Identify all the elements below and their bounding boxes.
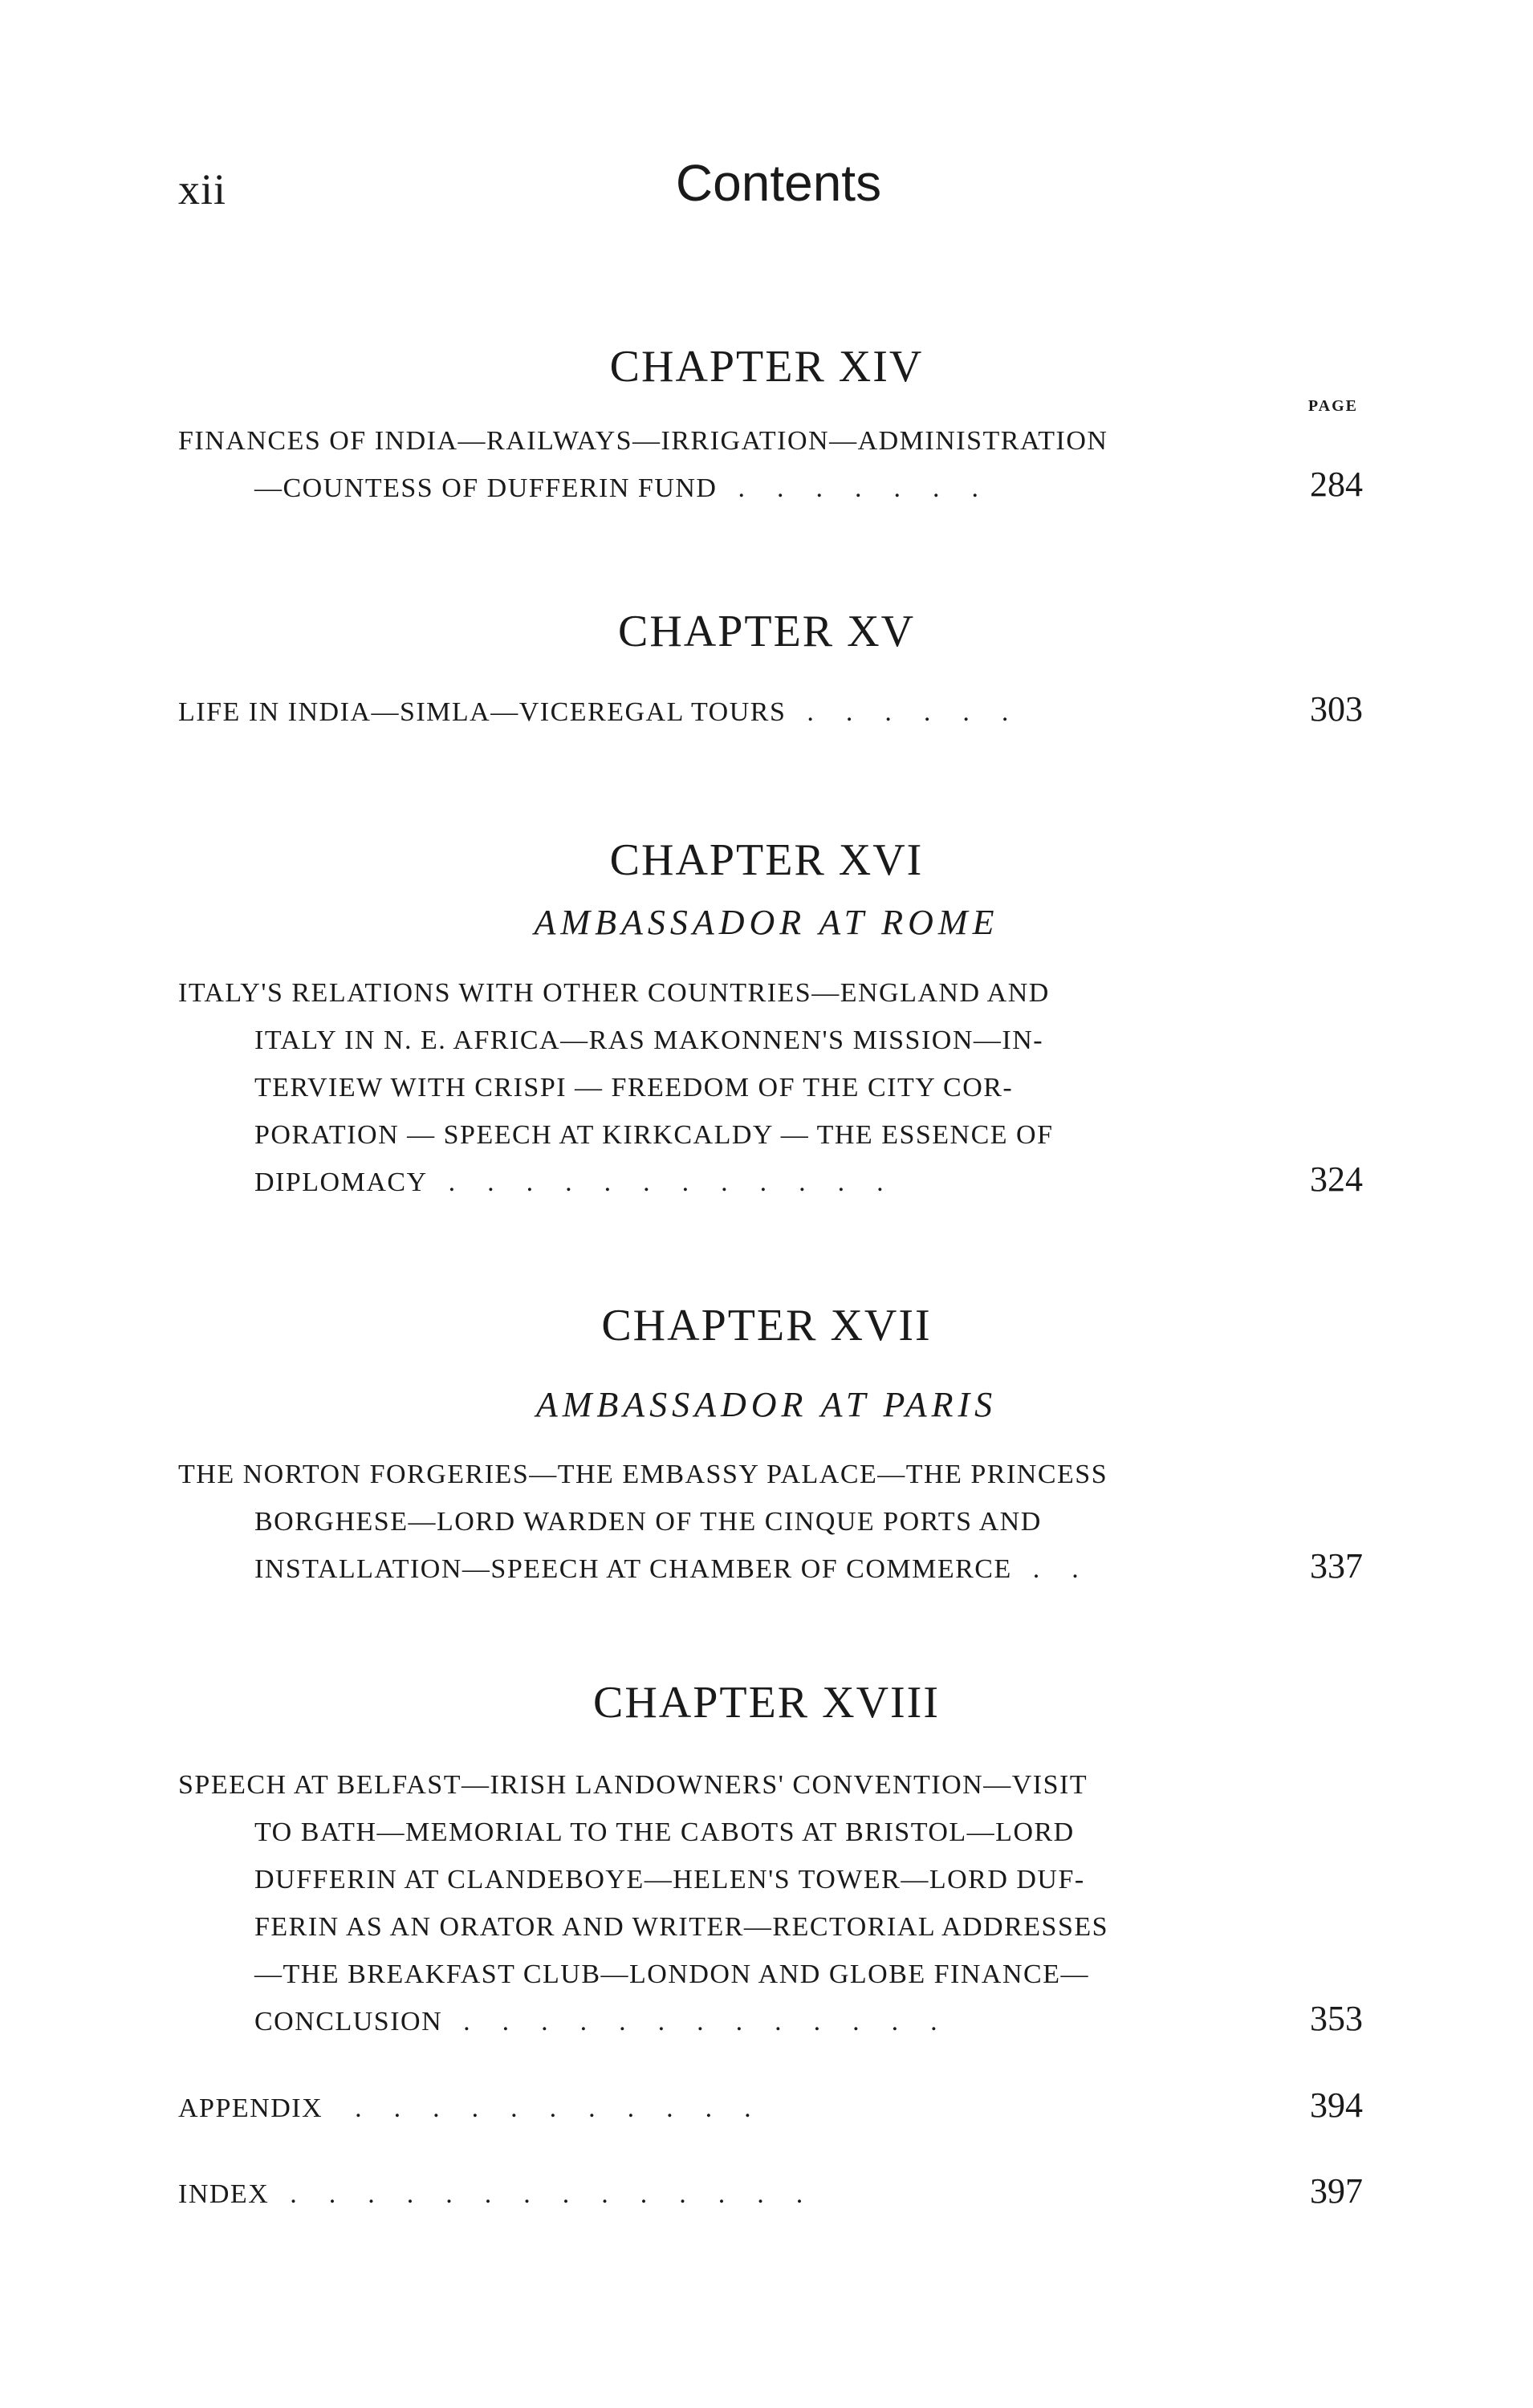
entry-line: THE NORTON FORGERIES—THE EMBASSY PALACE—THE PRINCESS: [178, 1460, 1108, 1489]
leader-dots: ......: [807, 697, 1041, 727]
entry-line: TERVIEW WITH CRISPI — FREEDOM OF THE CITY COR-: [254, 1073, 1014, 1102]
toc-entry-appendix[interactable]: [178, 2085, 1363, 2132]
toc-entry-index[interactable]: [178, 2170, 1363, 2218]
entry-line: DUFFERIN AT CLANDEBOYE—HELEN'S TOWER—LORD DUF-: [254, 1865, 1085, 1894]
running-head: [0, 154, 1533, 229]
toc-entry-chapter-xviii[interactable]: [178, 1761, 1363, 2045]
toc-entry-chapter-xvi[interactable]: [178, 969, 1363, 1206]
chapter-subtitle-xvi: AMBASSADOR AT ROME: [534, 903, 999, 942]
chapter-heading-xv: CHAPTER XV: [617, 607, 916, 656]
chapter-heading-xviii: CHAPTER XVIII: [593, 1678, 940, 1728]
chapter-heading-xvii: CHAPTER XVII: [601, 1301, 932, 1350]
entry-line-last: APPENDIX ...........: [178, 2085, 1278, 2132]
toc-entry-chapter-xvii[interactable]: [178, 1451, 1363, 1593]
page-number: 284: [1310, 465, 1363, 504]
leader-dots: .......: [738, 473, 1010, 503]
entry-line-last: DIPLOMACY ............: [178, 1159, 1278, 1206]
page-folio: xii: [178, 165, 227, 213]
leader-dots: ............: [448, 1167, 916, 1197]
entry-line: PORATION — SPEECH AT KIRKCALDY — THE ESSENCE OF: [254, 1120, 1054, 1150]
entry-line-last: LIFE IN INDIA—SIMLA—VICEREGAL TOURS ......: [178, 688, 1278, 736]
toc-entry-chapter-xv[interactable]: [178, 688, 1363, 736]
entry-line: ITALY IN N. E. AFRICA—RAS MAKONNEN'S MISSION—IN-: [254, 1025, 1044, 1055]
leader-dots: ..............: [290, 2179, 836, 2209]
entry-line: ITALY'S RELATIONS WITH OTHER COUNTRIES—ENGLAND AND: [178, 978, 1050, 1008]
entry-line-last: —COUNTESS OF DUFFERIN FUND .......: [178, 465, 1278, 512]
page-number: 353: [1310, 1999, 1363, 2038]
page-number: 394: [1310, 2085, 1363, 2125]
page-column-label: PAGE: [1307, 397, 1358, 415]
entry-line: TO BATH—MEMORIAL TO THE CABOTS AT BRISTOL—LORD: [254, 1817, 1075, 1847]
page-number: 397: [1310, 2171, 1363, 2211]
entry-line: SPEECH AT BELFAST—IRISH LANDOWNERS' CONVENTION—VISIT: [178, 1770, 1088, 1800]
toc-entry-chapter-xiv[interactable]: [178, 417, 1363, 512]
entry-line: BORGHESE—LORD WARDEN OF THE CINQUE PORTS AND: [254, 1507, 1042, 1537]
chapter-heading-xvi: CHAPTER XVI: [609, 835, 924, 885]
leader-dots: .............: [463, 2007, 970, 2036]
entry-line-last: INSTALLATION—SPEECH AT CHAMBER OF COMMERCE ..: [178, 1545, 1278, 1593]
entry-line-last: CONCLUSION .............: [178, 1998, 1278, 2045]
chapter-heading-xiv: CHAPTER XIV: [609, 342, 924, 392]
page-number: 303: [1310, 689, 1363, 729]
chapter-subtitle-xvii: AMBASSADOR AT PARIS: [535, 1385, 998, 1424]
leader-dots: ...........: [355, 2093, 783, 2123]
entry-line: FERIN AS AN ORATOR AND WRITER—RECTORIAL ADDRESSES: [254, 1912, 1109, 1942]
entry-line-last: INDEX ..............: [178, 2170, 1278, 2218]
page-number: 324: [1310, 1159, 1363, 1199]
entry-line: FINANCES OF INDIA—RAILWAYS—IRRIGATION—ADMINISTRATION: [178, 426, 1108, 456]
page-number: 337: [1310, 1546, 1363, 1586]
page-title: Contents: [675, 154, 882, 212]
entry-line: —THE BREAKFAST CLUB—LONDON AND GLOBE FINANCE—: [254, 1959, 1089, 1989]
leader-dots: ..: [1032, 1554, 1111, 1584]
